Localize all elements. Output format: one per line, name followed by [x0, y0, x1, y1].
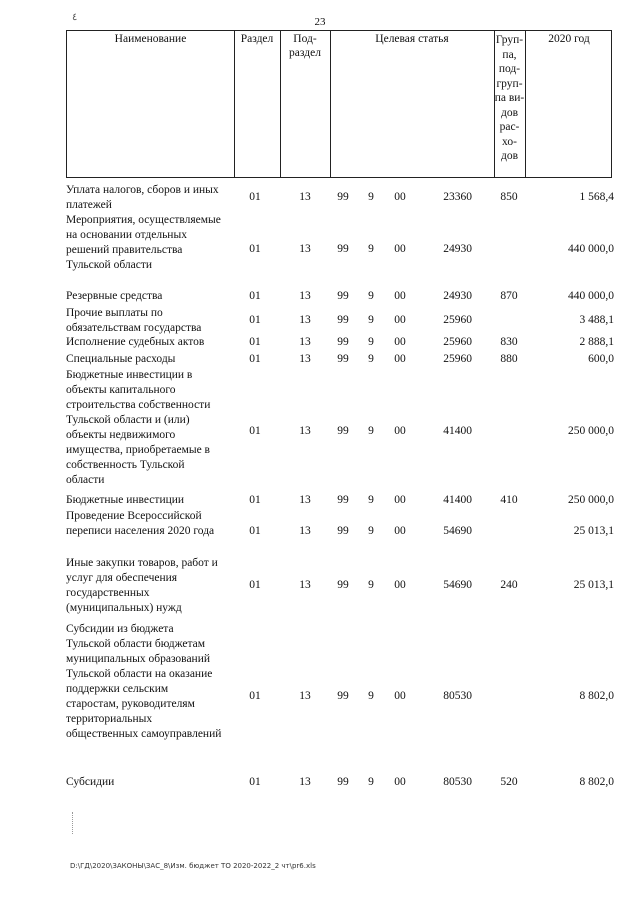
section-code: 01	[249, 525, 261, 537]
row-name-line: Субсидии из бюджета	[66, 623, 174, 635]
subsection-code: 13	[299, 525, 311, 537]
header-group-line: рас-	[499, 121, 520, 133]
section-code: 01	[249, 191, 261, 203]
row-name	[66, 335, 236, 350]
target-code-1: 99	[337, 191, 349, 203]
target-code-2: 9	[368, 336, 374, 348]
section-code: 01	[249, 425, 261, 437]
row-name-line: территориальных	[66, 713, 153, 725]
row-name-line: старостам, руководителям	[66, 698, 195, 710]
target-code-2: 9	[368, 290, 374, 302]
subsection-code: 13	[299, 336, 311, 348]
target-code-1: 99	[337, 336, 349, 348]
row-name-line: Уплата налогов, сборов и иных	[66, 184, 219, 196]
target-code-2: 9	[368, 353, 374, 365]
target-code-1: 99	[337, 353, 349, 365]
header-group-line: хо-	[502, 135, 517, 148]
row-name-line: Тульской области и (или)	[66, 414, 190, 426]
amount-2020: 600,0	[588, 353, 614, 365]
expense-group: 410	[500, 494, 518, 506]
row-name-line: муниципальных образований	[66, 653, 211, 665]
row-name-line: Исполнение судебных актов	[66, 336, 205, 348]
row-name-line: Специальные расходы	[66, 353, 176, 365]
row-name	[66, 352, 236, 367]
target-code-4: 23360	[443, 191, 472, 203]
corner-mark: ٤	[72, 12, 78, 23]
target-code-3: 00	[394, 353, 406, 365]
subsection-code: 13	[299, 425, 311, 437]
target-code-1: 99	[337, 579, 349, 591]
row-name-line: области	[66, 474, 105, 486]
target-code-3: 00	[394, 579, 406, 591]
amount-2020: 2 888,1	[579, 336, 614, 348]
row-name-line: Иные закупки товаров, работ и	[66, 557, 218, 569]
target-code-4: 25960	[443, 336, 472, 348]
amount-2020: 250 000,0	[568, 425, 614, 437]
target-code-2: 9	[368, 494, 374, 506]
amount-2020: 440 000,0	[568, 243, 614, 255]
target-code-3: 00	[394, 690, 406, 702]
row-name-line: Тульской области бюджетам	[66, 638, 206, 650]
amount-2020: 8 802,0	[579, 690, 614, 702]
row-name-line: поддержки сельским	[66, 683, 169, 695]
margin-mark	[72, 812, 76, 834]
header-name: Наименование	[114, 33, 187, 45]
target-code-2: 9	[368, 579, 374, 591]
amount-2020: 250 000,0	[568, 494, 614, 506]
expense-group: 830	[500, 336, 518, 348]
row-name-line: Проведение Всероссийской	[66, 510, 202, 522]
section-code: 01	[249, 353, 261, 365]
subsection-code: 13	[299, 191, 311, 203]
row-name	[66, 368, 236, 488]
row-name	[66, 183, 236, 213]
row-name-line: (муниципальных) нужд	[66, 602, 182, 614]
header-group-line: груп-	[496, 77, 523, 90]
row-name	[66, 509, 236, 539]
section-code: 01	[249, 336, 261, 348]
header-group	[494, 33, 525, 164]
header-subsection	[280, 33, 330, 60]
target-code-2: 9	[368, 776, 374, 788]
column-divider	[330, 31, 331, 177]
row-name-line: Резервные средства	[66, 290, 163, 302]
section-code: 01	[249, 314, 261, 326]
subsection-code: 13	[299, 579, 311, 591]
header-group-line: па,	[502, 48, 517, 61]
target-code-1: 99	[337, 425, 349, 437]
row-name-line: Мероприятия, осуществляемые	[66, 214, 221, 226]
header-section: Раздел	[240, 33, 274, 45]
page-number: 23	[314, 16, 326, 28]
amount-2020: 25 013,1	[573, 525, 614, 537]
header-year: 2020 год	[548, 33, 590, 45]
subsection-code: 13	[299, 314, 311, 326]
row-name-line: платежей	[66, 199, 112, 211]
row-name	[66, 289, 236, 304]
row-name-line: Бюджетные инвестиции в	[66, 369, 193, 381]
footer-path: D:\ГД\2020\ЗАКОНЫ\ЗАС_8\Изм. бюджет ТО 2020-2022_2 чт\pr6.xls	[70, 862, 316, 870]
target-code-1: 99	[337, 690, 349, 702]
amount-2020: 8 802,0	[579, 776, 614, 788]
row-name-line: услуг для обеспечения	[66, 572, 178, 584]
row-name	[66, 622, 236, 742]
expense-group: 880	[500, 353, 518, 365]
row-name-line: строительства собственности	[66, 399, 211, 411]
target-code-4: 25960	[443, 353, 472, 365]
row-name-line: имущества, приобретаемые в	[66, 444, 210, 456]
target-code-3: 00	[394, 290, 406, 302]
target-code-1: 99	[337, 243, 349, 255]
subsection-code: 13	[299, 353, 311, 365]
target-code-3: 00	[394, 191, 406, 203]
header-group-line: под-	[498, 63, 521, 75]
header-target: Целевая статья	[375, 33, 449, 45]
amount-2020: 25 013,1	[573, 579, 614, 591]
target-code-2: 9	[368, 314, 374, 326]
target-code-3: 00	[394, 425, 406, 437]
header-group-line: Груп-	[495, 34, 524, 46]
row-name-line: обязательствам государства	[66, 322, 202, 334]
header-group-line: па ви-	[494, 92, 525, 104]
header-subsection-line: раздел	[289, 46, 321, 59]
target-code-3: 00	[394, 314, 406, 326]
amount-2020: 3 488,1	[579, 314, 614, 326]
section-code: 01	[249, 290, 261, 302]
subsection-code: 13	[299, 243, 311, 255]
row-name-line: Бюджетные инвестиции	[66, 494, 185, 506]
row-name-line: Прочие выплаты по	[66, 307, 163, 319]
target-code-4: 41400	[443, 425, 472, 437]
target-code-4: 41400	[443, 494, 472, 506]
column-divider	[234, 31, 235, 177]
target-code-2: 9	[368, 191, 374, 203]
target-code-4: 24930	[443, 243, 472, 255]
subsection-code: 13	[299, 690, 311, 702]
target-code-4: 54690	[443, 525, 472, 537]
target-code-2: 9	[368, 425, 374, 437]
header-group-line: дов	[500, 106, 519, 119]
target-code-4: 24930	[443, 290, 472, 302]
row-name	[66, 306, 236, 336]
row-name	[66, 213, 236, 273]
section-code: 01	[249, 579, 261, 591]
target-code-3: 00	[394, 525, 406, 537]
row-name-line: общественных самоуправлений	[66, 728, 222, 740]
column-divider	[525, 31, 526, 177]
target-code-3: 00	[394, 776, 406, 788]
table-header	[66, 30, 612, 178]
target-code-3: 00	[394, 336, 406, 348]
target-code-1: 99	[337, 494, 349, 506]
section-code: 01	[249, 690, 261, 702]
expense-group: 240	[500, 579, 518, 591]
row-name	[66, 493, 236, 508]
subsection-code: 13	[299, 290, 311, 302]
target-code-1: 99	[337, 314, 349, 326]
target-code-4: 25960	[443, 314, 472, 326]
row-name-line: собственность Тульской	[66, 459, 185, 471]
expense-group: 870	[500, 290, 518, 302]
target-code-2: 9	[368, 690, 374, 702]
section-code: 01	[249, 776, 261, 788]
subsection-code: 13	[299, 494, 311, 506]
row-name	[66, 775, 236, 790]
amount-2020: 1 568,4	[579, 191, 614, 203]
expense-group: 520	[500, 776, 518, 788]
row-name-line: объекты капитального	[66, 384, 176, 396]
target-code-4: 54690	[443, 579, 472, 591]
header-subsection-line: Под-	[293, 33, 317, 45]
target-code-3: 00	[394, 494, 406, 506]
row-name-line: переписи населения 2020 года	[66, 525, 215, 537]
header-group-line: дов	[500, 150, 519, 162]
row-name-line: государственных	[66, 587, 150, 599]
target-code-1: 99	[337, 525, 349, 537]
row-name-line: Субсидии	[66, 776, 115, 788]
target-code-1: 99	[337, 776, 349, 788]
target-code-4: 80530	[443, 776, 472, 788]
target-code-2: 9	[368, 525, 374, 537]
row-name-line: на основании отдельных	[66, 229, 187, 241]
subsection-code: 13	[299, 776, 311, 788]
target-code-2: 9	[368, 243, 374, 255]
target-code-4: 80530	[443, 690, 472, 702]
section-code: 01	[249, 243, 261, 255]
row-name-line: Тульской области на оказание	[66, 668, 213, 680]
row-name-line: Тульской области	[66, 259, 153, 271]
expense-group: 850	[500, 191, 518, 203]
target-code-1: 99	[337, 290, 349, 302]
amount-2020: 440 000,0	[568, 290, 614, 302]
section-code: 01	[249, 494, 261, 506]
row-name	[66, 556, 236, 616]
row-name-line: объекты недвижимого	[66, 429, 176, 441]
target-code-3: 00	[394, 243, 406, 255]
row-name-line: решений правительства	[66, 244, 183, 256]
